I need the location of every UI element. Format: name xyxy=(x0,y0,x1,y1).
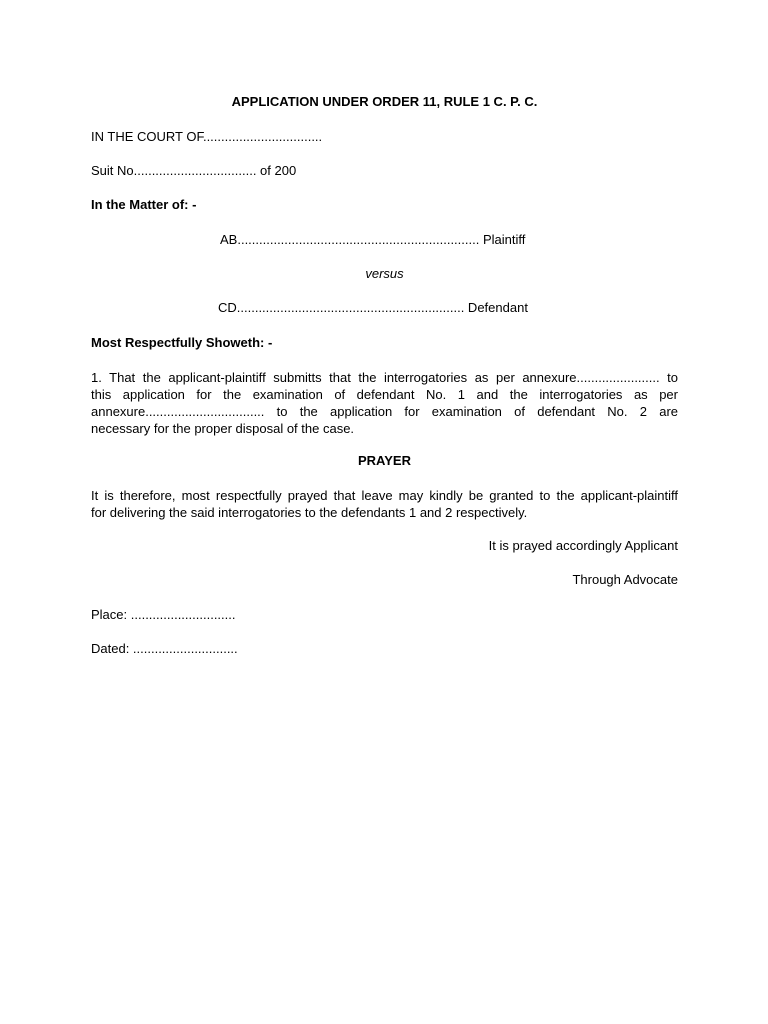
court-line: IN THE COURT OF................................. xyxy=(91,129,323,144)
prayer-paragraph xyxy=(91,487,678,521)
prayer-line: It is therefore, most respectfully prayed that leave may kindly be granted to the applicant-plaintiff xyxy=(91,488,678,503)
advocate-line: Through Advocate xyxy=(572,572,678,587)
prayed-line: It is prayed accordingly Applicant xyxy=(488,538,678,553)
showeth-heading: Most Respectfully Showeth: - xyxy=(91,335,273,350)
prayer-heading: PRAYER xyxy=(358,453,411,468)
plaintiff-line: AB................................................................... Plaintiff xyxy=(220,232,526,247)
versus-text: versus xyxy=(365,266,404,281)
paragraph-1 xyxy=(91,369,678,437)
paragraph-1-line: this application for the examination of defendant No. 1 and the interrogatories as per xyxy=(91,387,678,402)
defendant-line: CD............................................................... Defendant xyxy=(218,300,528,315)
dated-line: Dated: ............................. xyxy=(91,641,238,656)
place-line: Place: ............................. xyxy=(91,607,236,622)
paragraph-1-line: necessary for the proper disposal of the case. xyxy=(91,421,355,436)
paragraph-1-line: 1. That the applicant-plaintiff submitts that the interrogatories as per annexure....................... to xyxy=(91,370,678,385)
document-title: APPLICATION UNDER ORDER 11, RULE 1 C. P. C. xyxy=(231,94,538,109)
prayer-line: for delivering the said interrogatories to the defendants 1 and 2 respectively. xyxy=(91,505,528,520)
matter-heading: In the Matter of: - xyxy=(91,197,197,212)
paragraph-1-line: annexure................................. to the application for examination of defendant No. 2 are xyxy=(91,404,678,419)
suit-line: Suit No.................................. of 200 xyxy=(91,163,297,178)
